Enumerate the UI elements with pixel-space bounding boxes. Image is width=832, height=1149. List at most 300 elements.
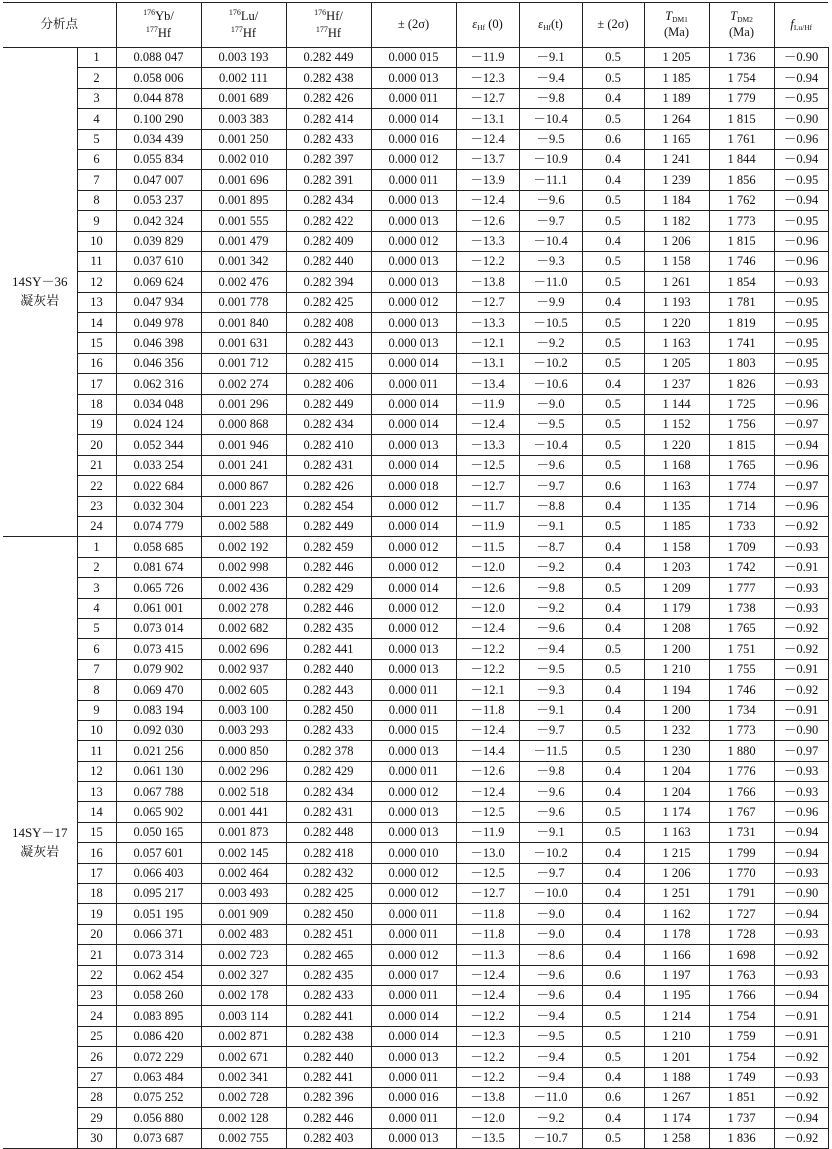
cell-ehf-t: －9.5 (519, 1026, 582, 1046)
cell-err-2sigma-2: 0.5 (582, 720, 644, 740)
cell-f-lu-hf: －0.95 (774, 313, 828, 333)
cell-err-2sigma-2: 0.5 (582, 333, 644, 353)
cell-tdm1: 1 204 (644, 782, 709, 802)
cell-ehf-t: －8.7 (519, 537, 582, 557)
cell-err-2sigma: 0.000 011 (371, 88, 456, 108)
ehft-argument: (t) (551, 17, 563, 32)
table-row (3, 1067, 828, 1087)
cell-err-2sigma-2: 0.5 (582, 1026, 644, 1046)
cell-ehf-t: －9.6 (519, 782, 582, 802)
cell-yb-hf: 0.050 165 (116, 822, 201, 842)
cell-f-lu-hf: －0.93 (774, 537, 828, 557)
cell-lu-hf: 0.002 436 (201, 578, 286, 598)
table-row (3, 1108, 828, 1128)
cell-f-lu-hf: －0.93 (774, 1067, 828, 1087)
cell-spot-no: 5 (77, 618, 116, 638)
cell-f-lu-hf: －0.96 (774, 231, 828, 251)
cell-hf-hf: 0.282 418 (286, 843, 371, 863)
table-row (3, 965, 828, 985)
cell-tdm2: 1 698 (709, 945, 774, 965)
cell-yb-hf: 0.044 878 (116, 88, 201, 108)
cell-tdm1: 1 206 (644, 231, 709, 251)
cell-yb-hf: 0.024 124 (116, 415, 201, 435)
table-row (3, 455, 828, 475)
cell-err-2sigma-2: 0.4 (582, 231, 644, 251)
cell-lu-hf: 0.001 241 (201, 455, 286, 475)
cell-ehf-t: －9.4 (519, 1006, 582, 1026)
header-analysis-point: 分析点 (3, 3, 116, 48)
cell-yb-hf: 0.053 237 (116, 190, 201, 210)
cell-ehf-t: －9.6 (519, 190, 582, 210)
cell-tdm2: 1 777 (709, 578, 774, 598)
cell-ehf-0: －12.4 (456, 415, 519, 435)
cell-ehf-0: －11.9 (456, 394, 519, 414)
cell-f-lu-hf: －0.90 (774, 48, 828, 68)
cell-f-lu-hf: －0.96 (774, 496, 828, 516)
cell-tdm2: 1 773 (709, 720, 774, 740)
cell-err-2sigma: 0.000 012 (371, 863, 456, 883)
cell-err-2sigma: 0.000 011 (371, 761, 456, 781)
table-row (3, 190, 828, 210)
cell-f-lu-hf: －0.94 (774, 1108, 828, 1128)
cell-tdm1: 1 162 (644, 904, 709, 924)
cell-yb-hf: 0.063 484 (116, 1067, 201, 1087)
cell-f-lu-hf: －0.95 (774, 88, 828, 108)
cell-hf-hf: 0.282 415 (286, 353, 371, 373)
cell-ehf-t: －9.1 (519, 48, 582, 68)
cell-spot-no: 12 (77, 272, 116, 292)
cell-spot-no: 17 (77, 863, 116, 883)
cell-err-2sigma-2: 0.4 (582, 292, 644, 312)
cell-tdm2: 1 836 (709, 1128, 774, 1148)
cell-ehf-0: －12.1 (456, 333, 519, 353)
cell-ehf-t: －9.4 (519, 639, 582, 659)
cell-yb-hf: 0.092 030 (116, 720, 201, 740)
yb-top-label: Yb/ (155, 9, 174, 24)
cell-err-2sigma: 0.000 012 (371, 149, 456, 169)
cell-err-2sigma: 0.000 014 (371, 516, 456, 536)
table-row (3, 313, 828, 333)
cell-err-2sigma: 0.000 013 (371, 741, 456, 761)
table-row (3, 1128, 828, 1148)
cell-ehf-0: －12.6 (456, 211, 519, 231)
cell-err-2sigma: 0.000 013 (371, 68, 456, 88)
cell-yb-hf: 0.051 195 (116, 904, 201, 924)
cell-ehf-t: －9.2 (519, 557, 582, 577)
cell-ehf-0: －13.7 (456, 149, 519, 169)
cell-ehf-0: －12.0 (456, 598, 519, 618)
cell-err-2sigma: 0.000 013 (371, 313, 456, 333)
cell-ehf-t: －10.4 (519, 109, 582, 129)
cell-err-2sigma-2: 0.5 (582, 1006, 644, 1026)
cell-err-2sigma: 0.000 012 (371, 557, 456, 577)
cell-lu-hf: 0.002 476 (201, 272, 286, 292)
cell-lu-hf: 0.000 850 (201, 741, 286, 761)
cell-err-2sigma: 0.000 011 (371, 170, 456, 190)
cell-err-2sigma: 0.000 013 (371, 639, 456, 659)
cell-yb-hf: 0.067 788 (116, 782, 201, 802)
cell-ehf-0: －13.8 (456, 272, 519, 292)
cell-yb-hf: 0.075 252 (116, 1087, 201, 1107)
sample-id: 14SY－17 (11, 824, 68, 840)
cell-tdm2: 1 774 (709, 476, 774, 496)
cell-tdm2: 1 767 (709, 802, 774, 822)
table-row (3, 333, 828, 353)
cell-spot-no: 26 (77, 1047, 116, 1067)
cell-spot-no: 10 (77, 720, 116, 740)
cell-tdm1: 1 220 (644, 313, 709, 333)
header-yb-hf-ratio (116, 3, 201, 48)
cell-ehf-0: －12.7 (456, 476, 519, 496)
cell-hf-hf: 0.282 441 (286, 1067, 371, 1087)
cell-ehf-t: －10.4 (519, 435, 582, 455)
cell-tdm1: 1 205 (644, 353, 709, 373)
cell-yb-hf: 0.047 934 (116, 292, 201, 312)
cell-f-lu-hf: －0.94 (774, 985, 828, 1005)
cell-hf-hf: 0.282 426 (286, 88, 371, 108)
cell-ehf-t: －10.5 (519, 313, 582, 333)
cell-lu-hf: 0.003 293 (201, 720, 286, 740)
cell-ehf-0: －12.2 (456, 1047, 519, 1067)
table-row (3, 659, 828, 679)
cell-ehf-t: －9.7 (519, 863, 582, 883)
cell-hf-hf: 0.282 429 (286, 761, 371, 781)
cell-f-lu-hf: －0.93 (774, 598, 828, 618)
cell-tdm2: 1 738 (709, 598, 774, 618)
cell-lu-hf: 0.001 555 (201, 211, 286, 231)
table-row (3, 985, 828, 1005)
cell-ehf-t: －10.6 (519, 374, 582, 394)
cell-tdm1: 1 185 (644, 516, 709, 536)
cell-spot-no: 27 (77, 1067, 116, 1087)
cell-err-2sigma: 0.000 012 (371, 884, 456, 904)
cell-err-2sigma: 0.000 016 (371, 1087, 456, 1107)
cell-hf-hf: 0.282 434 (286, 415, 371, 435)
cell-hf-hf: 0.282 397 (286, 149, 371, 169)
cell-hf-hf: 0.282 440 (286, 1047, 371, 1067)
cell-tdm1: 1 200 (644, 700, 709, 720)
cell-tdm1: 1 264 (644, 109, 709, 129)
table-row (3, 680, 828, 700)
table-header (3, 3, 828, 48)
cell-f-lu-hf: －0.90 (774, 720, 828, 740)
cell-tdm1: 1 237 (644, 374, 709, 394)
cell-spot-no: 10 (77, 231, 116, 251)
cell-yb-hf: 0.052 344 (116, 435, 201, 455)
cell-spot-no: 2 (77, 557, 116, 577)
cell-ehf-t: －9.0 (519, 904, 582, 924)
cell-lu-hf: 0.002 671 (201, 1047, 286, 1067)
header-lu-hf-ratio (201, 3, 286, 48)
cell-err-2sigma: 0.000 012 (371, 496, 456, 516)
cell-tdm2: 1 756 (709, 415, 774, 435)
cell-ehf-t: －9.3 (519, 680, 582, 700)
cell-ehf-0: －11.9 (456, 48, 519, 68)
cell-ehf-0: －11.3 (456, 945, 519, 965)
cell-lu-hf: 0.002 145 (201, 843, 286, 863)
cell-ehf-t: －9.4 (519, 1047, 582, 1067)
cell-spot-no: 7 (77, 170, 116, 190)
cell-lu-hf: 0.001 223 (201, 496, 286, 516)
cell-yb-hf: 0.039 829 (116, 231, 201, 251)
cell-ehf-0: －11.7 (456, 496, 519, 516)
cell-tdm1: 1 144 (644, 394, 709, 414)
cell-hf-hf: 0.282 434 (286, 190, 371, 210)
cell-spot-no: 23 (77, 496, 116, 516)
cell-tdm1: 1 208 (644, 618, 709, 638)
cell-ehf-t: －9.5 (519, 129, 582, 149)
cell-yb-hf: 0.058 260 (116, 985, 201, 1005)
cell-f-lu-hf: －0.97 (774, 741, 828, 761)
cell-yb-hf: 0.021 256 (116, 741, 201, 761)
cell-err-2sigma-2: 0.5 (582, 516, 644, 536)
cell-tdm1: 1 185 (644, 68, 709, 88)
cell-tdm2: 1 844 (709, 149, 774, 169)
cell-spot-no: 23 (77, 985, 116, 1005)
cell-f-lu-hf: －0.94 (774, 68, 828, 88)
cell-tdm1: 1 205 (644, 48, 709, 68)
table-row (3, 741, 828, 761)
cell-tdm1: 1 201 (644, 1047, 709, 1067)
cell-err-2sigma-2: 0.4 (582, 149, 644, 169)
cell-tdm2: 1 819 (709, 313, 774, 333)
cell-ehf-0: －11.8 (456, 924, 519, 944)
cell-tdm2: 1 803 (709, 353, 774, 373)
cell-spot-no: 11 (77, 741, 116, 761)
tdm1-symbol: T (665, 9, 673, 24)
cell-lu-hf: 0.002 274 (201, 374, 286, 394)
cell-lu-hf: 0.002 998 (201, 557, 286, 577)
cell-ehf-t: －9.6 (519, 618, 582, 638)
cell-err-2sigma: 0.000 013 (371, 659, 456, 679)
cell-f-lu-hf: －0.92 (774, 1087, 828, 1107)
cell-ehf-0: －11.9 (456, 822, 519, 842)
table-row (3, 292, 828, 312)
yb-bottom-isotope: 177 (145, 25, 158, 34)
cell-tdm2: 1 826 (709, 374, 774, 394)
cell-lu-hf: 0.002 696 (201, 639, 286, 659)
cell-hf-hf: 0.282 403 (286, 1128, 371, 1148)
cell-tdm1: 1 179 (644, 598, 709, 618)
cell-tdm1: 1 184 (644, 190, 709, 210)
table-row (3, 435, 828, 455)
cell-hf-hf: 0.282 433 (286, 129, 371, 149)
cell-tdm1: 1 239 (644, 170, 709, 190)
cell-lu-hf: 0.002 937 (201, 659, 286, 679)
cell-err-2sigma: 0.000 013 (371, 190, 456, 210)
ehf0-symbol: ε (472, 17, 478, 32)
cell-tdm2: 1 856 (709, 170, 774, 190)
cell-hf-hf: 0.282 378 (286, 741, 371, 761)
cell-f-lu-hf: －0.93 (774, 578, 828, 598)
cell-tdm2: 1 791 (709, 884, 774, 904)
cell-tdm1: 1 258 (644, 1128, 709, 1148)
table-row (3, 88, 828, 108)
cell-ehf-0: －12.0 (456, 1108, 519, 1128)
cell-f-lu-hf: －0.93 (774, 272, 828, 292)
cell-f-lu-hf: －0.94 (774, 904, 828, 924)
cell-err-2sigma: 0.000 013 (371, 1047, 456, 1067)
lu-bottom-label: Hf (242, 26, 257, 40)
lu-top-label: Lu/ (240, 9, 259, 24)
cell-spot-no: 7 (77, 659, 116, 679)
cell-err-2sigma: 0.000 011 (371, 985, 456, 1005)
cell-yb-hf: 0.034 439 (116, 129, 201, 149)
cell-yb-hf: 0.046 398 (116, 333, 201, 353)
cell-spot-no: 16 (77, 843, 116, 863)
cell-hf-hf: 0.282 410 (286, 435, 371, 455)
hf-bottom-isotope: 177 (315, 25, 328, 34)
cell-tdm1: 1 215 (644, 843, 709, 863)
cell-err-2sigma-2: 0.5 (582, 48, 644, 68)
cell-f-lu-hf: －0.93 (774, 965, 828, 985)
cell-err-2sigma: 0.000 014 (371, 415, 456, 435)
cell-err-2sigma: 0.000 017 (371, 965, 456, 985)
cell-yb-hf: 0.066 403 (116, 863, 201, 883)
cell-lu-hf: 0.001 696 (201, 170, 286, 190)
cell-err-2sigma-2: 0.5 (582, 313, 644, 333)
cell-tdm2: 1 770 (709, 863, 774, 883)
lu-bottom-isotope: 177 (230, 25, 243, 34)
cell-err-2sigma: 0.000 011 (371, 700, 456, 720)
cell-lu-hf: 0.003 493 (201, 884, 286, 904)
cell-lu-hf: 0.003 100 (201, 700, 286, 720)
cell-tdm1: 1 135 (644, 496, 709, 516)
cell-ehf-0: －12.7 (456, 88, 519, 108)
cell-ehf-t: －11.5 (519, 741, 582, 761)
cell-yb-hf: 0.073 687 (116, 1128, 201, 1148)
cell-err-2sigma-2: 0.5 (582, 190, 644, 210)
cell-lu-hf: 0.002 192 (201, 537, 286, 557)
cell-err-2sigma-2: 0.6 (582, 129, 644, 149)
cell-f-lu-hf: －0.92 (774, 680, 828, 700)
cell-lu-hf: 0.002 111 (201, 68, 286, 88)
table-row (3, 802, 828, 822)
cell-tdm2: 1 799 (709, 843, 774, 863)
cell-lu-hf: 0.000 868 (201, 415, 286, 435)
cell-err-2sigma: 0.000 012 (371, 618, 456, 638)
cell-hf-hf: 0.282 449 (286, 516, 371, 536)
cell-tdm1: 1 163 (644, 476, 709, 496)
cell-yb-hf: 0.069 470 (116, 680, 201, 700)
cell-lu-hf: 0.001 296 (201, 394, 286, 414)
cell-tdm2: 1 741 (709, 333, 774, 353)
cell-lu-hf: 0.001 895 (201, 190, 286, 210)
cell-yb-hf: 0.066 371 (116, 924, 201, 944)
sample-group-cell (3, 537, 77, 1149)
cell-lu-hf: 0.002 464 (201, 863, 286, 883)
cell-tdm1: 1 209 (644, 578, 709, 598)
cell-yb-hf: 0.072 229 (116, 1047, 201, 1067)
cell-yb-hf: 0.046 356 (116, 353, 201, 373)
cell-tdm2: 1 746 (709, 251, 774, 271)
cell-ehf-0: －12.2 (456, 251, 519, 271)
cell-tdm1: 1 163 (644, 822, 709, 842)
hf-isotope-table (3, 2, 829, 1149)
cell-spot-no: 20 (77, 435, 116, 455)
cell-tdm2: 1 815 (709, 435, 774, 455)
cell-ehf-0: －12.2 (456, 659, 519, 679)
cell-f-lu-hf: －0.96 (774, 455, 828, 475)
cell-tdm1: 1 230 (644, 741, 709, 761)
cell-err-2sigma-2: 0.4 (582, 598, 644, 618)
cell-err-2sigma: 0.000 013 (371, 802, 456, 822)
cell-ehf-t: －9.7 (519, 211, 582, 231)
cell-ehf-t: －10.0 (519, 884, 582, 904)
cell-ehf-0: －11.8 (456, 904, 519, 924)
cell-ehf-0: －12.7 (456, 292, 519, 312)
cell-ehf-0: －12.4 (456, 985, 519, 1005)
cell-f-lu-hf: －0.96 (774, 394, 828, 414)
cell-lu-hf: 0.002 728 (201, 1087, 286, 1107)
cell-f-lu-hf: －0.91 (774, 700, 828, 720)
cell-tdm1: 1 210 (644, 1026, 709, 1046)
cell-lu-hf: 0.001 631 (201, 333, 286, 353)
cell-spot-no: 18 (77, 394, 116, 414)
cell-err-2sigma-2: 0.5 (582, 272, 644, 292)
cell-tdm1: 1 206 (644, 863, 709, 883)
cell-ehf-t: －11.1 (519, 170, 582, 190)
cell-spot-no: 13 (77, 782, 116, 802)
cell-err-2sigma-2: 0.4 (582, 924, 644, 944)
cell-hf-hf: 0.282 459 (286, 537, 371, 557)
cell-ehf-0: －12.0 (456, 557, 519, 577)
cell-f-lu-hf: －0.96 (774, 251, 828, 271)
table-row (3, 700, 828, 720)
cell-yb-hf: 0.062 454 (116, 965, 201, 985)
cell-tdm1: 1 158 (644, 537, 709, 557)
cell-err-2sigma-2: 0.5 (582, 435, 644, 455)
cell-spot-no: 9 (77, 700, 116, 720)
cell-err-2sigma: 0.000 012 (371, 782, 456, 802)
cell-err-2sigma: 0.000 011 (371, 680, 456, 700)
cell-spot-no: 8 (77, 680, 116, 700)
cell-tdm1: 1 197 (644, 965, 709, 985)
table-row (3, 68, 828, 88)
cell-tdm2: 1 776 (709, 761, 774, 781)
cell-err-2sigma: 0.000 014 (371, 353, 456, 373)
cell-ehf-t: －9.0 (519, 924, 582, 944)
cell-ehf-t: －8.8 (519, 496, 582, 516)
cell-err-2sigma-2: 0.4 (582, 985, 644, 1005)
cell-lu-hf: 0.001 342 (201, 251, 286, 271)
cell-err-2sigma-2: 0.5 (582, 1128, 644, 1148)
ehf0-argument: (0) (485, 17, 503, 32)
ehft-symbol: ε (538, 17, 544, 32)
cell-err-2sigma-2: 0.5 (582, 802, 644, 822)
cell-hf-hf: 0.282 431 (286, 455, 371, 475)
cell-tdm1: 1 204 (644, 761, 709, 781)
cell-hf-hf: 0.282 446 (286, 1108, 371, 1128)
cell-err-2sigma: 0.000 015 (371, 48, 456, 68)
cell-tdm2: 1 714 (709, 496, 774, 516)
cell-err-2sigma-2: 0.4 (582, 1108, 644, 1128)
table-row (3, 598, 828, 618)
cell-ehf-0: －12.4 (456, 720, 519, 740)
cell-tdm2: 1 754 (709, 68, 774, 88)
cell-lu-hf: 0.003 114 (201, 1006, 286, 1026)
cell-spot-no: 22 (77, 965, 116, 985)
hf-top-label: Hf/ (326, 9, 343, 24)
cell-spot-no: 1 (77, 48, 116, 68)
cell-err-2sigma-2: 0.4 (582, 680, 644, 700)
cell-hf-hf: 0.282 408 (286, 313, 371, 333)
cell-err-2sigma: 0.000 010 (371, 843, 456, 863)
cell-spot-no: 17 (77, 374, 116, 394)
cell-f-lu-hf: －0.94 (774, 822, 828, 842)
cell-tdm2: 1 815 (709, 231, 774, 251)
cell-lu-hf: 0.001 441 (201, 802, 286, 822)
